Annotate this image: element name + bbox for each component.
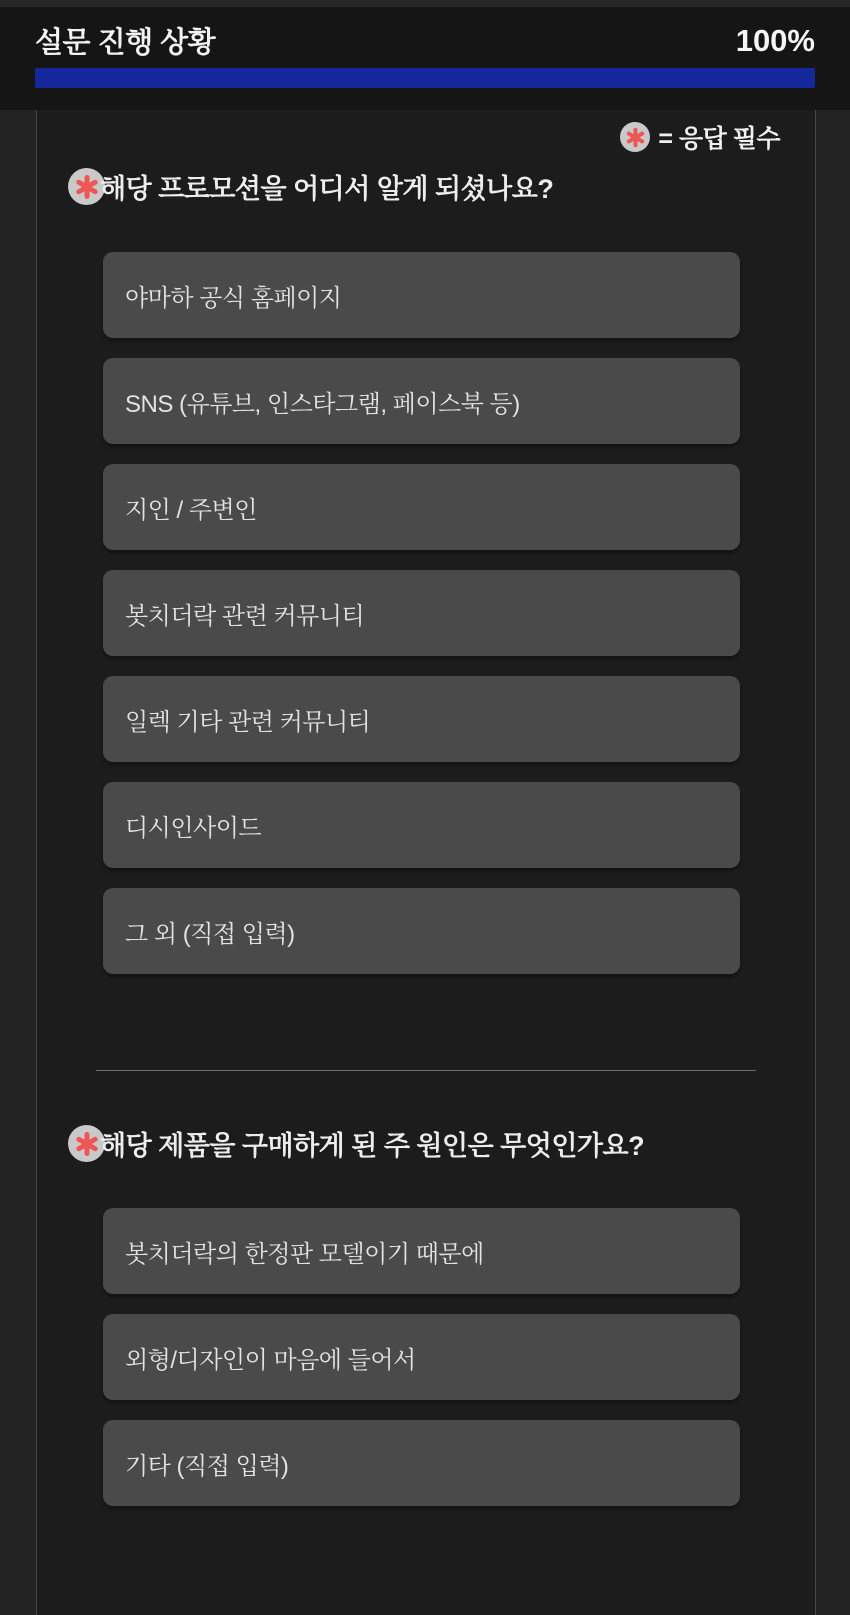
- required-legend-label: = 응답 필수: [658, 125, 780, 153]
- question-block-1: [37, 168, 815, 974]
- option-button[interactable]: 외형/디자인이 마음에 들어서: [103, 1314, 740, 1400]
- option-button[interactable]: 지인 / 주변인: [103, 464, 740, 550]
- progress-bar-track: [35, 68, 815, 88]
- option-button[interactable]: 일렉 기타 관련 커뮤니티: [103, 676, 740, 762]
- survey-form-container: [36, 110, 816, 1615]
- option-button[interactable]: 야마하 공식 홈페이지: [103, 252, 740, 338]
- question-options: [103, 252, 740, 974]
- question-block-2: [37, 1125, 815, 1506]
- option-button[interactable]: 봇치더락 관련 커뮤니티: [103, 570, 740, 656]
- question-options: [103, 1208, 740, 1506]
- required-legend: [37, 110, 815, 152]
- option-button[interactable]: 그 외 (직접 입력): [103, 888, 740, 974]
- survey-progress-header: [0, 0, 850, 110]
- option-button[interactable]: 기타 (직접 입력): [103, 1420, 740, 1506]
- option-button[interactable]: SNS (유튜브, 인스타그램, 페이스북 등): [103, 358, 740, 444]
- section-divider: [96, 1070, 756, 1071]
- option-button[interactable]: 봇치더락의 한정판 모델이기 때문에: [103, 1208, 740, 1294]
- option-button[interactable]: 디시인사이드: [103, 782, 740, 868]
- required-asterisk-icon: [620, 122, 650, 152]
- page-title: 설문 진행 상황: [35, 27, 216, 59]
- question-title: 해당 프로모션을 어디서 알게 되셨나요?: [100, 174, 554, 204]
- question-title: 해당 제품을 구매하게 된 주 원인은 무엇인가요?: [100, 1131, 645, 1161]
- progress-percent-label: 100%: [735, 22, 815, 58]
- progress-bar-fill: [35, 68, 815, 88]
